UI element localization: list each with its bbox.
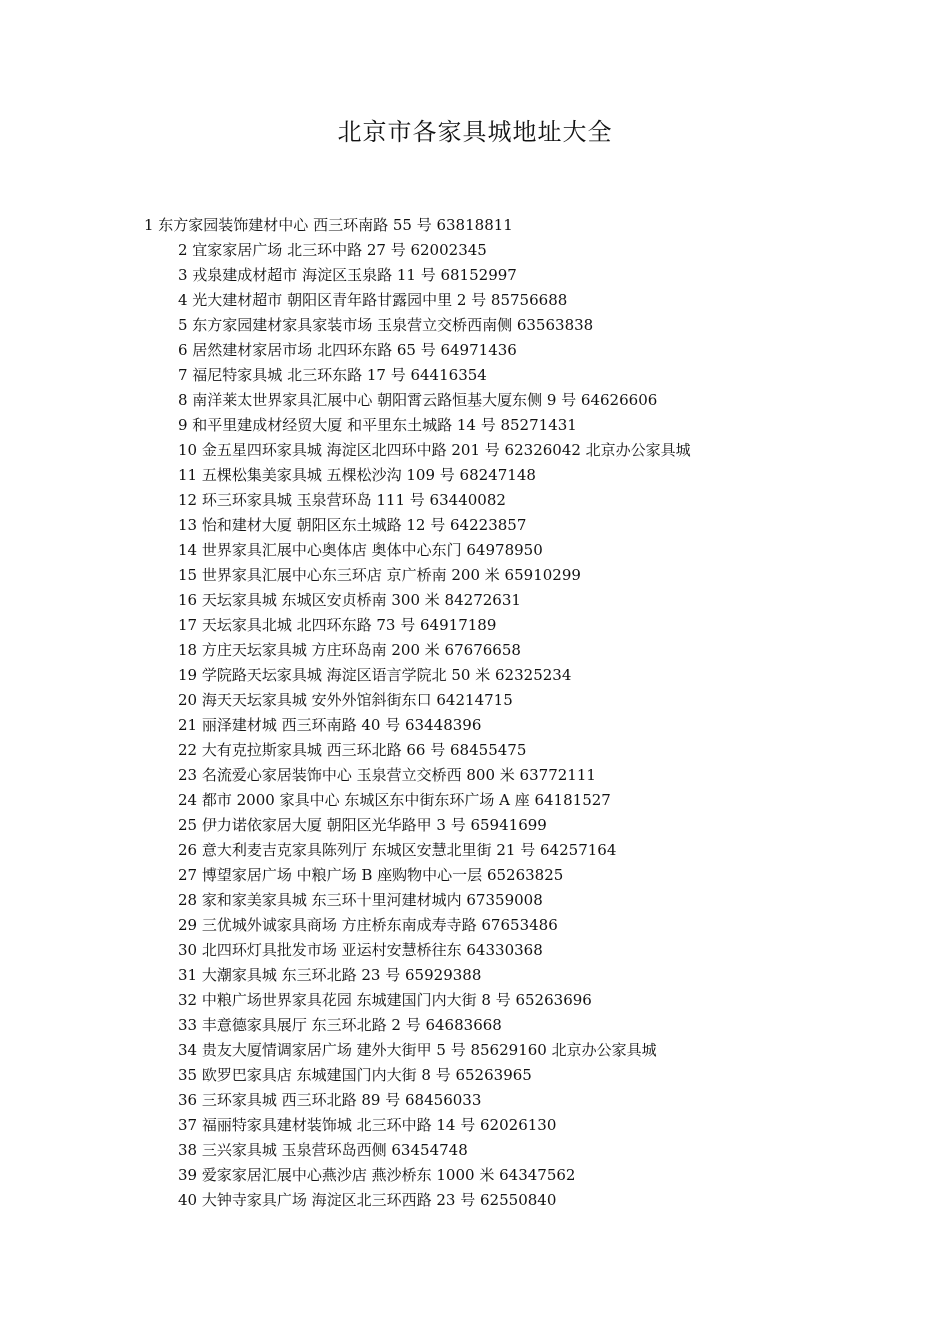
list-item: 27 博望家居广场 中粮广场 B 座购物中心一层 65263825	[178, 866, 564, 884]
list-item: 6 居然建材家居市场 北四环东路 65 号 64971436	[178, 341, 517, 359]
list-item: 28 家和家美家具城 东三环十里河建材城内 67359008	[178, 891, 543, 909]
list-item: 9 和平里建成材经贸大厦 和平里东土城路 14 号 85271431	[178, 416, 577, 434]
list-item: 34 贵友大厦情调家居广场 建外大街甲 5 号 85629160 北京办公家具城	[178, 1041, 657, 1059]
list-item: 19 学院路天坛家具城 海淀区语言学院北 50 米 62325234	[178, 666, 572, 684]
list-item: 12 环三环家具城 玉泉营环岛 111 号 63440082	[178, 491, 506, 509]
list-item: 39 爱家家居汇展中心燕沙店 燕沙桥东 1000 米 64347562	[178, 1166, 576, 1184]
list-item: 35 欧罗巴家具店 东城建国门内大街 8 号 65263965	[178, 1066, 532, 1084]
list-item: 2 宜家家居广场 北三环中路 27 号 62002345	[178, 241, 487, 259]
list-item: 37 福丽特家具建材装饰城 北三环中路 14 号 62026130	[178, 1116, 557, 1134]
list-item: 23 名流爱心家居装饰中心 玉泉营立交桥西 800 米 63772111	[178, 766, 596, 784]
list-item: 5 东方家园建材家具家装市场 玉泉营立交桥西南侧 63563838	[178, 316, 594, 334]
list-item: 36 三环家具城 西三环北路 89 号 68456033	[178, 1091, 482, 1109]
list-item: 25 伊力诺依家居大厦 朝阳区光华路甲 3 号 65941699	[178, 816, 547, 834]
list-item: 14 世界家具汇展中心奥体店 奥体中心东门 64978950	[178, 541, 543, 559]
list-item: 10 金五星四环家具城 海淀区北四环中路 201 号 62326042 北京办公家具城	[178, 441, 691, 459]
list-item: 18 方庄天坛家具城 方庄环岛南 200 米 67676658	[178, 641, 521, 659]
list-item: 8 南洋莱太世界家具汇展中心 朝阳霄云路恒基大厦东侧 9 号 64626606	[178, 391, 658, 409]
list-item: 20 海天天坛家具城 安外外馆斜街东口 64214715	[178, 691, 513, 709]
list-item: 29 三优城外诚家具商场 方庄桥东南成寿寺路 67653486	[178, 916, 558, 934]
list-item: 21 丽泽建材城 西三环南路 40 号 63448396	[178, 716, 482, 734]
list-item: 15 世界家具汇展中心东三环店 京广桥南 200 米 65910299	[178, 566, 581, 584]
list-item: 40 大钟寺家具广场 海淀区北三环西路 23 号 62550840	[178, 1191, 557, 1209]
list-item: 13 怡和建材大厦 朝阳区东土城路 12 号 64223857	[178, 516, 527, 534]
furniture-store-list	[0, 213, 950, 1213]
list-item: 16 天坛家具城 东城区安贞桥南 300 米 84272631	[178, 591, 521, 609]
list-item: 31 大潮家具城 东三环北路 23 号 65929388	[178, 966, 482, 984]
list-item: 38 三兴家具城 玉泉营环岛西侧 63454748	[178, 1141, 468, 1159]
list-item: 17 天坛家具北城 北四环东路 73 号 64917189	[178, 616, 497, 634]
list-item: 11 五棵松集美家具城 五棵松沙沟 109 号 68247148	[178, 466, 536, 484]
list-item: 26 意大利麦吉克家具陈列厅 东城区安慧北里街 21 号 64257164	[178, 841, 617, 859]
list-item: 30 北四环灯具批发市场 亚运村安慧桥往东 64330368	[178, 941, 543, 959]
list-item: 3 戎泉建成材超市 海淀区玉泉路 11 号 68152997	[178, 266, 517, 284]
list-item: 22 大有克拉斯家具城 西三环北路 66 号 68455475	[178, 741, 527, 759]
list-item: 7 福尼特家具城 北三环东路 17 号 64416354	[178, 366, 487, 384]
list-item: 4 光大建材超市 朝阳区青年路甘露园中里 2 号 85756688	[178, 291, 568, 309]
list-item: 33 丰意德家具展厅 东三环北路 2 号 64683668	[178, 1016, 502, 1034]
list-item: 32 中粮广场世界家具花园 东城建国门内大街 8 号 65263696	[178, 991, 592, 1009]
page-title: 北京市各家具城地址大全	[337, 118, 613, 146]
list-item: 1 东方家园装饰建材中心 西三环南路 55 号 63818811	[144, 216, 513, 234]
list-item: 24 都市 2000 家具中心 东城区东中街东环广场 A 座 64181527	[178, 791, 611, 809]
